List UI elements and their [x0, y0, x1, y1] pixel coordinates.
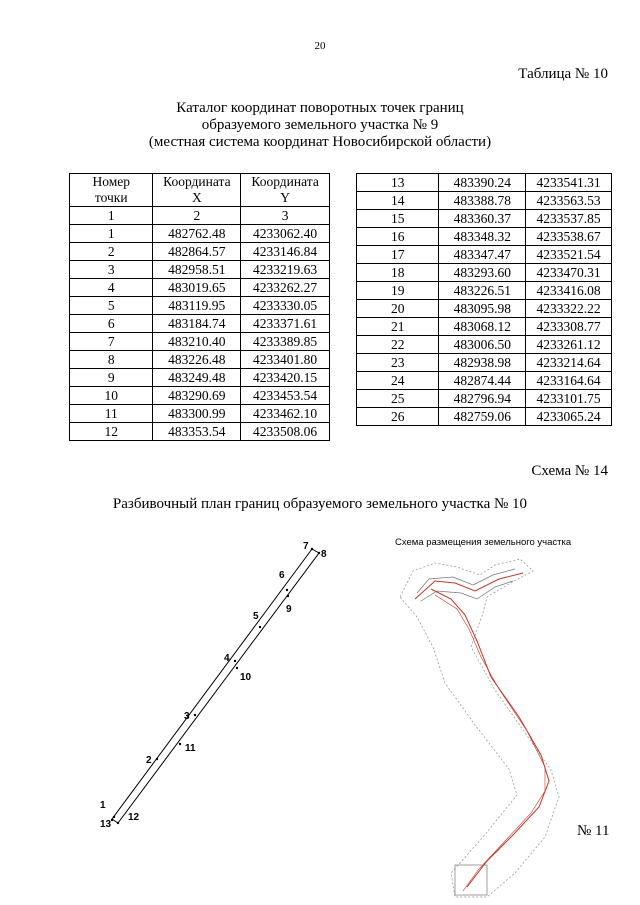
table-row: [357, 354, 612, 372]
plan-point-marker: [156, 758, 158, 760]
coordinate-x-cell: 482796.94: [439, 390, 526, 408]
plan-point-label: 4: [224, 653, 230, 664]
location-inset-map: [395, 555, 570, 900]
header-coordinate-y: Координата Y: [241, 174, 330, 207]
coordinate-x-cell: 483119.95: [153, 297, 241, 315]
coordinate-x-cell: 483249.48: [153, 369, 241, 387]
coordinate-y-cell: 4233322.22: [526, 300, 612, 318]
table-row: [357, 408, 612, 426]
coordinate-x-cell: 483388.78: [439, 192, 526, 210]
road-outline: [417, 569, 515, 601]
point-number-cell: 7: [70, 333, 153, 351]
point-number-cell: 1: [70, 225, 153, 243]
plan-point-marker: [311, 548, 313, 550]
plan-point-label: 2: [146, 755, 152, 766]
coordinate-y-cell: 4233538.67: [526, 228, 612, 246]
table-row: [357, 228, 612, 246]
table-row: [357, 300, 612, 318]
table-row: [70, 387, 330, 405]
coordinate-y-cell: 4233453.54: [241, 387, 330, 405]
coordinate-x-cell: 482874.44: [439, 372, 526, 390]
plan-point-label: 6: [279, 570, 285, 581]
point-number-cell: 13: [357, 174, 439, 192]
route-line: [415, 573, 549, 887]
table-row: [357, 246, 612, 264]
point-number-cell: 18: [357, 264, 439, 282]
plan-point-label: 12: [128, 812, 140, 823]
coordinate-x-cell: 483390.24: [439, 174, 526, 192]
table-row: [357, 318, 612, 336]
plan-point-marker: [287, 595, 289, 597]
point-number-cell: 26: [357, 408, 439, 426]
coordinate-x-cell: 483293.60: [439, 264, 526, 282]
header-point-number: Номер точки: [70, 174, 153, 207]
table-row: [357, 210, 612, 228]
plan-point-label: 9: [286, 604, 292, 615]
table-row: [70, 279, 330, 297]
table-row: [70, 369, 330, 387]
plan-point-label: 1: [100, 800, 106, 811]
page-number: 20: [314, 40, 326, 52]
coordinate-x-cell: 483300.99: [153, 405, 241, 423]
point-number-cell: 20: [357, 300, 439, 318]
coordinate-y-cell: 4233389.85: [241, 333, 330, 351]
point-number-cell: 9: [70, 369, 153, 387]
coordinate-y-cell: 4233470.31: [526, 264, 612, 282]
coordinate-y-cell: 4233164.64: [526, 372, 612, 390]
table-row: [70, 351, 330, 369]
point-number-cell: 24: [357, 372, 439, 390]
point-number-cell: 6: [70, 315, 153, 333]
coordinate-x-cell: 483095.98: [439, 300, 526, 318]
coordinate-y-cell: 4233065.24: [526, 408, 612, 426]
point-number-cell: 10: [70, 387, 153, 405]
table-row: [357, 390, 612, 408]
coordinate-y-cell: 4233062.40: [241, 225, 330, 243]
table-row: [357, 372, 612, 390]
route-line-secondary: [435, 595, 545, 891]
header-coordinate-x: Координата X: [153, 174, 241, 207]
coordinate-y-cell: 4233563.53: [526, 192, 612, 210]
coordinate-y-cell: 4233462.10: [241, 405, 330, 423]
catalog-title: [0, 100, 640, 151]
coordinate-x-cell: 483348.32: [439, 228, 526, 246]
plan-point-label: 8: [321, 549, 327, 560]
coordinate-x-cell: 483226.48: [153, 351, 241, 369]
catalog-title-line1: Каталог координат поворотных точек границ: [176, 100, 464, 116]
coordinates-table-right: [356, 173, 612, 426]
coordinate-y-cell: 4233420.15: [241, 369, 330, 387]
table-row: [70, 405, 330, 423]
table-row: [357, 336, 612, 354]
coordinate-y-cell: 4233521.54: [526, 246, 612, 264]
catalog-title-line3: (местная система координат Новосибирской области): [148, 134, 492, 150]
inset-map-title: Схема размещения земельного участка: [395, 537, 572, 548]
coordinate-x-cell: 482958.51: [153, 261, 241, 279]
table-row: [70, 333, 330, 351]
plan-point-marker: [286, 589, 288, 591]
point-number-cell: 5: [70, 297, 153, 315]
coordinate-x-cell: 482762.48: [153, 225, 241, 243]
plan-point-marker: [318, 552, 320, 554]
plan-point-marker: [236, 667, 238, 669]
point-number-cell: 8: [70, 351, 153, 369]
coordinate-x-cell: 482759.06: [439, 408, 526, 426]
plan-title: Разбивочный план границ образуемого земельного участка № 10: [112, 496, 528, 512]
table-row: [70, 423, 330, 441]
table-row: [70, 297, 330, 315]
table-row: [357, 282, 612, 300]
catalog-title-line2: образуемого земельного участка № 9: [201, 117, 439, 133]
table-row: [70, 261, 330, 279]
coordinate-x-cell: 483019.65: [153, 279, 241, 297]
column-index-row: [70, 207, 330, 225]
coordinate-x-cell: 482864.57: [153, 243, 241, 261]
point-number-cell: 12: [70, 423, 153, 441]
scheme-label: Схема № 14: [531, 463, 608, 479]
point-number-cell: 23: [357, 354, 439, 372]
table-row: [357, 174, 612, 192]
plan-point-marker: [117, 822, 119, 824]
table-row: [357, 192, 612, 210]
coordinate-y-cell: 4233261.12: [526, 336, 612, 354]
plan-point-label: 10: [240, 672, 252, 683]
coordinate-x-cell: 483347.47: [439, 246, 526, 264]
point-number-cell: 25: [357, 390, 439, 408]
point-number-cell: 4: [70, 279, 153, 297]
point-number-cell: 15: [357, 210, 439, 228]
boundary-plan-drawing: [90, 535, 340, 835]
table-row: [70, 243, 330, 261]
coordinate-y-cell: 4233219.63: [241, 261, 330, 279]
table-label: Таблица № 10: [518, 66, 608, 82]
point-number-cell: 16: [357, 228, 439, 246]
plan-point-marker: [111, 819, 113, 821]
coordinate-x-cell: 483360.37: [439, 210, 526, 228]
coordinate-x-cell: 483353.54: [153, 423, 241, 441]
plan-point-marker: [234, 660, 236, 662]
plan-point-label: 13: [100, 819, 112, 830]
plan-point-label: 11: [185, 743, 196, 754]
header-row: [70, 174, 330, 207]
plan-point-marker: [113, 816, 115, 818]
point-number-cell: 21: [357, 318, 439, 336]
coordinate-y-cell: 4233146.84: [241, 243, 330, 261]
coordinate-x-cell: 483006.50: [439, 336, 526, 354]
point-number-cell: 19: [357, 282, 439, 300]
buffer-zone-outline: [400, 559, 559, 897]
coordinate-y-cell: 4233101.75: [526, 390, 612, 408]
coordinate-x-cell: 483184.74: [153, 315, 241, 333]
point-number-cell: 3: [70, 261, 153, 279]
plan-point-label: 5: [253, 611, 259, 622]
coordinate-y-cell: 4233330.05: [241, 297, 330, 315]
point-number-cell: 22: [357, 336, 439, 354]
coordinate-y-cell: 4233541.31: [526, 174, 612, 192]
index-cell: 2: [153, 207, 241, 225]
coordinate-x-cell: 482938.98: [439, 354, 526, 372]
plan-point-label: 3: [184, 711, 190, 722]
coordinates-table-left: [69, 173, 330, 441]
plan-point-marker: [194, 714, 196, 716]
index-cell: 3: [241, 207, 330, 225]
coordinate-x-cell: 483068.12: [439, 318, 526, 336]
coordinate-y-cell: 4233308.77: [526, 318, 612, 336]
plan-point-marker: [179, 743, 181, 745]
point-number-cell: 2: [70, 243, 153, 261]
index-cell: 1: [70, 207, 153, 225]
coordinate-x-cell: 483226.51: [439, 282, 526, 300]
coordinate-x-cell: 483210.40: [153, 333, 241, 351]
scheme-number-fragment: № 11: [577, 823, 610, 839]
table-row: [70, 315, 330, 333]
point-number-cell: 17: [357, 246, 439, 264]
coordinate-y-cell: 4233537.85: [526, 210, 612, 228]
plan-point-label: 7: [303, 541, 309, 552]
coordinate-y-cell: 4233214.64: [526, 354, 612, 372]
coordinate-x-cell: 483290.69: [153, 387, 241, 405]
table-row: [357, 264, 612, 282]
coordinate-y-cell: 4233416.08: [526, 282, 612, 300]
point-number-cell: 11: [70, 405, 153, 423]
plan-point-marker: [259, 626, 261, 628]
coordinate-y-cell: 4233262.27: [241, 279, 330, 297]
table-row: [70, 225, 330, 243]
point-number-cell: 14: [357, 192, 439, 210]
coordinate-y-cell: 4233371.61: [241, 315, 330, 333]
coordinate-y-cell: 4233508.06: [241, 423, 330, 441]
coordinate-y-cell: 4233401.80: [241, 351, 330, 369]
